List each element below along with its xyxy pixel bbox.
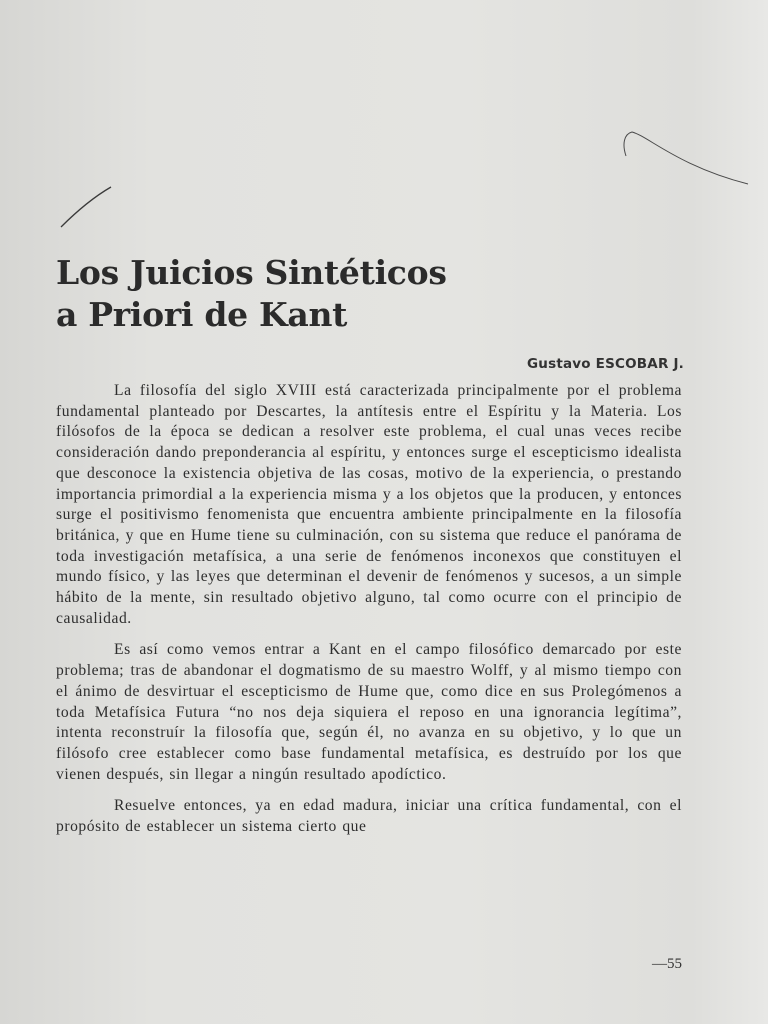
pen-mark-slash xyxy=(58,184,114,230)
paragraph-3: Resuelve entonces, ya en edad madura, iniciar una crítica fundamental, con el propósito de establecer un sistema cierto que xyxy=(56,797,682,836)
article-body xyxy=(56,381,682,849)
title-line-1: Los Juicios Sintéticos xyxy=(56,253,447,292)
page-number: —55 xyxy=(652,956,682,972)
title-line-2: a Priori de Kant xyxy=(56,295,348,334)
author-name: Gustavo ESCOBAR J. xyxy=(527,356,684,372)
paragraph-1: La filosofía del siglo XVIII está caracterizada principalmente por el problema fundamental planteado por Descartes, la antítesis entre el Espíritu y la Materia. Los filósofos de la época se dedican a resolver este problema, el cual unas veces recibe consideración dando preponderancia al espíritu, y entonces surge el escepticismo idealista que desconoce la existencia objetiva de las cosas, motivo de la experiencia, o prestando importancia primordial a la experiencia misma y a los objetos que la producen, y entonces surge el positivismo fenomenista que encuentra ambiente principalmente en la filosofía británica, y que en Hume tiene su culminación, con su sistema que reduce el panórama de toda investigación metafísica, a una serie de fenómenos inconexos que constituyen el mundo físico, y las leyes que determinan el devenir de fenómenos y sucesos, a un simple hábito de la mente, sin resultado objetivo alguno, tal como ocurre con el principio de causalidad. xyxy=(56,382,682,627)
article-title xyxy=(56,252,616,336)
pen-mark-curve xyxy=(618,126,758,190)
paragraph-2: Es así como vemos entrar a Kant en el campo filosófico demarcado por este problema; tras de abandonar el dogmatismo de su maestro Wolff, y al mismo tiempo con el ánimo de desvirtuar el escepticismo de Hume que, como dice en sus Prolegómenos a toda Metafísica Futura “no nos deja siquiera el reposo en una ignorancia legítima”, intenta reconstruír la filosofía que, según él, no avanza en su objetivo, y lo que un filósofo cree establecer como base fundamental metafísica, es destruído por los que vienen después, sin llegar a ningún resultado apodíctico. xyxy=(56,641,682,783)
